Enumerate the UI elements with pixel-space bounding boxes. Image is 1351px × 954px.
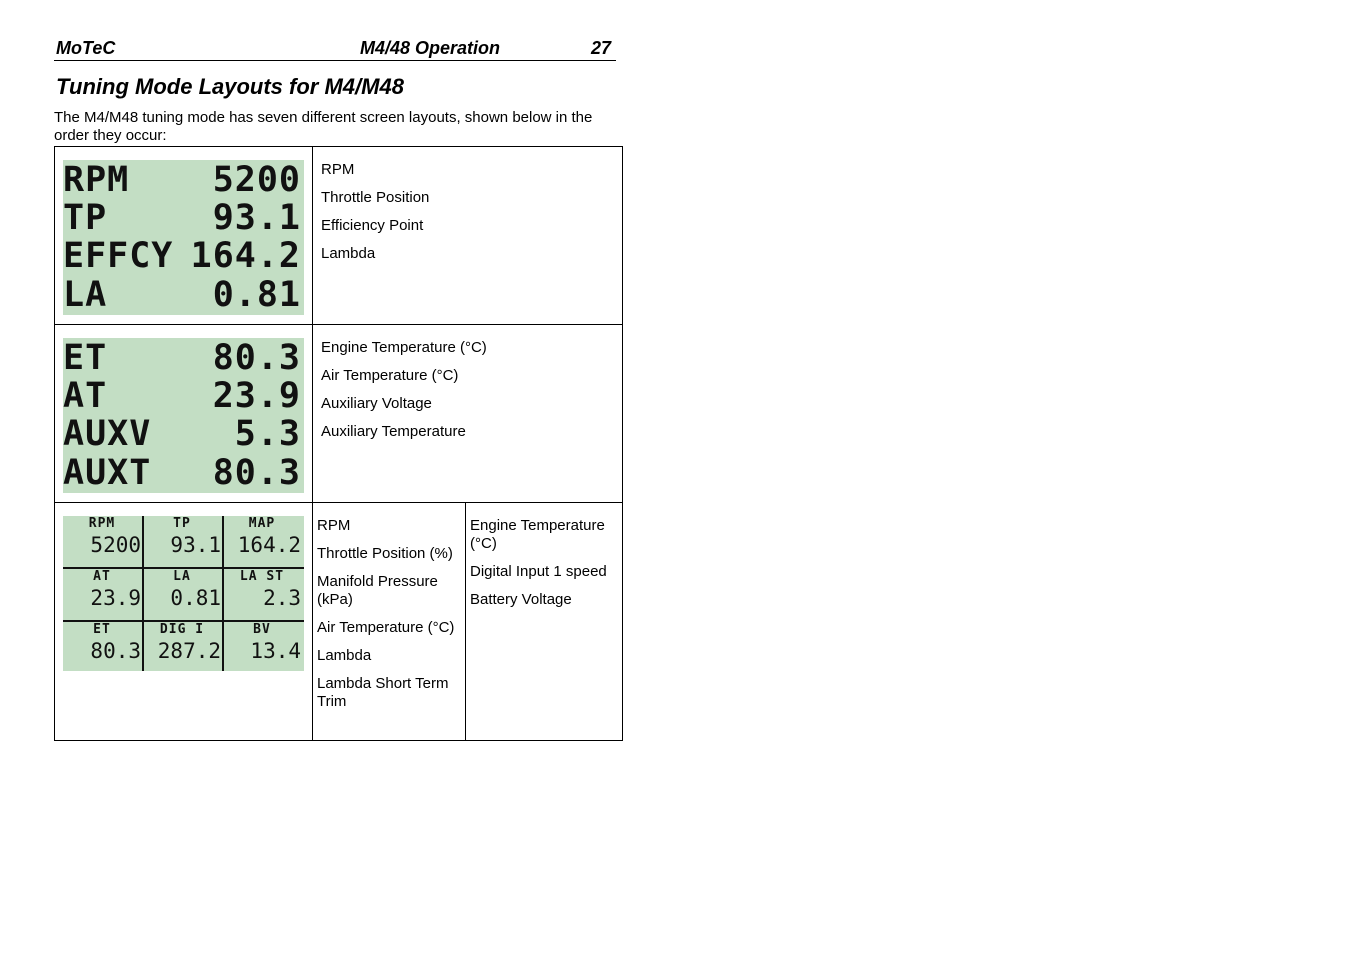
lcd-value: 23.9 [212, 376, 301, 416]
lcd-cell-label: TP [173, 516, 191, 531]
lcd-row [63, 339, 304, 377]
description-item: Manifold Pressure (kPa) [317, 573, 438, 608]
table-row-divider-1 [54, 324, 622, 325]
lcd-cell-label: RPM [88, 516, 116, 531]
page-number: 27 [591, 38, 612, 58]
lcd-cell-value: 0.81 [170, 586, 221, 610]
lcd-cell [63, 569, 143, 621]
lcd-value: 80.3 [212, 453, 301, 493]
lcd-label: ET [63, 338, 108, 378]
description-item: Lambda Short Term Trim [317, 675, 449, 710]
lcd-label: AUXV [63, 414, 152, 454]
lcd-display-layout-2 [63, 338, 304, 493]
layout-2-descriptions [321, 339, 611, 451]
section-title: M4/48 Operation [360, 38, 501, 58]
lcd-cell [63, 516, 143, 568]
lcd-value: 80.3 [212, 338, 301, 378]
lcd-cell-label: LA ST [239, 569, 285, 584]
lcd-cell-value: 164.2 [237, 533, 301, 557]
lcd-row [63, 415, 304, 453]
table-column-divider [312, 146, 313, 740]
lcd-row [63, 237, 304, 275]
intro-paragraph: The M4/M48 tuning mode has seven different screen layouts, shown below in the order they occur: [54, 109, 593, 144]
lcd-cell-label: LA [173, 569, 191, 584]
description-item: Engine Temperature (°C) [470, 517, 605, 552]
lcd-cell [143, 622, 223, 671]
lcd-label: AT [63, 376, 108, 416]
lcd-row [63, 377, 304, 415]
lcd-cell-label: DIG I [159, 622, 205, 637]
layout-3-descriptions-col1 [317, 517, 463, 721]
lcd-label: AUXT [63, 453, 152, 493]
description-item: Lambda [317, 647, 372, 664]
lcd-grid-divider [63, 567, 304, 569]
lcd-cell [223, 516, 303, 568]
lcd-cell-label: ET [93, 622, 111, 637]
lcd-cell-label: MAP [248, 516, 276, 531]
page-title: Tuning Mode Layouts for M4/M48 [56, 74, 404, 99]
lcd-label: LA [63, 275, 108, 315]
table-column-divider-2 [465, 502, 466, 740]
description-item: Engine Temperature (°C) [321, 339, 487, 356]
description-item: Throttle Position [321, 189, 430, 206]
lcd-cell-value: 23.9 [90, 586, 141, 610]
lcd-value: 5.3 [234, 414, 301, 454]
lcd-value: 164.2 [190, 236, 301, 276]
lcd-label: TP [63, 198, 108, 238]
lcd-cell-label: AT [93, 569, 111, 584]
brand-name: MoTeC [56, 38, 116, 58]
description-item: Air Temperature (°C) [317, 619, 455, 636]
description-item: RPM [321, 161, 355, 178]
description-item: Auxiliary Temperature [321, 423, 466, 440]
layout-1-descriptions [321, 161, 611, 273]
description-item: RPM [317, 517, 351, 534]
lcd-cell [223, 569, 303, 621]
description-item: Air Temperature (°C) [321, 367, 459, 384]
description-item: Digital Input 1 speed [470, 563, 607, 580]
lcd-label: RPM [63, 160, 130, 200]
description-item: Throttle Position (%) [317, 545, 453, 562]
description-item: Battery Voltage [470, 591, 572, 608]
lcd-value: 5200 [212, 160, 301, 200]
lcd-cell-value: 13.4 [250, 639, 301, 663]
lcd-grid-divider [222, 516, 224, 671]
page-header [54, 38, 616, 61]
lcd-display-layout-1 [63, 160, 304, 315]
description-item: Efficiency Point [321, 217, 424, 234]
lcd-value: 0.81 [212, 275, 301, 315]
lcd-grid-divider [142, 516, 144, 671]
lcd-cell [143, 516, 223, 568]
lcd-cell [223, 622, 303, 671]
lcd-cell-value: 93.1 [170, 533, 221, 557]
lcd-cell-value: 2.3 [263, 586, 301, 610]
lcd-row [63, 276, 304, 314]
lcd-label: EFFCY [63, 236, 174, 276]
lcd-cell-value: 287.2 [157, 639, 221, 663]
lcd-display-layout-3 [63, 516, 304, 671]
lcd-cell [63, 622, 143, 671]
description-item: Auxiliary Voltage [321, 395, 432, 412]
table-row-divider-2 [54, 502, 622, 503]
lcd-row [63, 161, 304, 199]
layout-3-descriptions-col2 [470, 517, 620, 619]
lcd-value: 93.1 [212, 198, 301, 238]
lcd-cell-value: 80.3 [90, 639, 141, 663]
lcd-row [63, 454, 304, 492]
lcd-cell-label: BV [253, 622, 271, 637]
lcd-cell-value: 5200 [90, 533, 141, 557]
lcd-cell [143, 569, 223, 621]
lcd-row [63, 199, 304, 237]
lcd-grid-divider [63, 620, 304, 622]
description-item: Lambda [321, 245, 376, 262]
